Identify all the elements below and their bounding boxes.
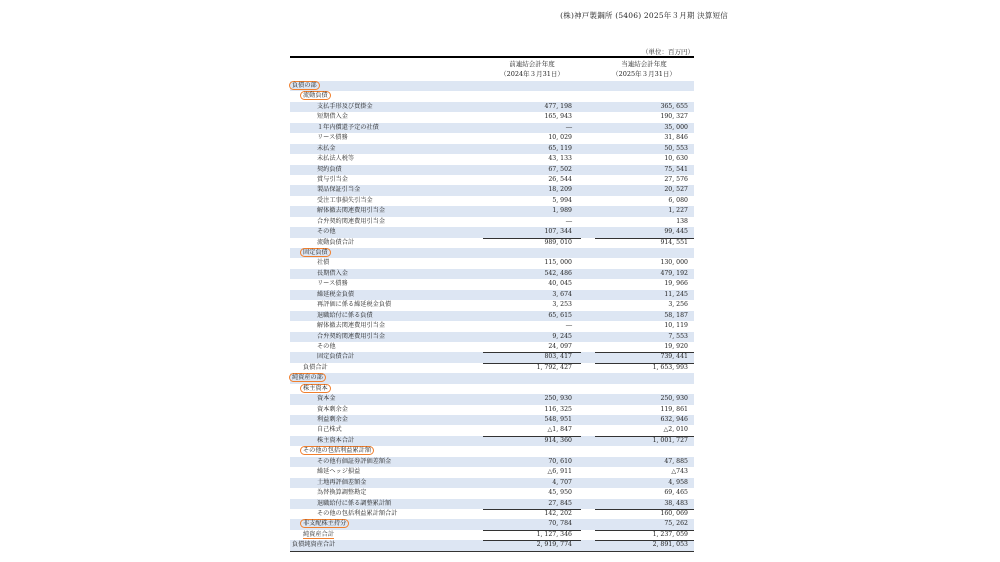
row-label-text: 負債合計 (303, 363, 328, 371)
row-label-text: １年内償還予定の社債 (317, 123, 379, 131)
row-label (317, 405, 348, 415)
value-curr: 6, 080 (668, 196, 688, 204)
row-label (317, 352, 354, 362)
table-row (290, 478, 694, 488)
table-row (290, 238, 694, 248)
table-row (290, 300, 694, 310)
row-label (303, 91, 331, 101)
table-row (290, 133, 694, 143)
row-label (303, 446, 374, 456)
subtotal-line-prev (483, 509, 581, 510)
value-prev: 9, 245 (552, 332, 572, 340)
highlight-circle: 流動負債 (300, 91, 331, 100)
table-row (290, 321, 694, 331)
value-curr: 130, 000 (660, 259, 688, 267)
value-prev: 65, 119 (548, 144, 572, 152)
table-row (290, 499, 694, 509)
value-prev: 107, 344 (544, 228, 572, 236)
value-curr: 38, 483 (664, 499, 688, 507)
value-prev: 548, 951 (544, 416, 572, 423)
row-label-text: 退職給付に係る調整累計額 (317, 499, 392, 507)
row-label-text: 流動負債合計 (317, 238, 355, 246)
subtotal-line-curr (595, 540, 694, 541)
value-prev: ― (565, 217, 572, 225)
column-header-prev-title: 前連結会計年度 (509, 60, 555, 68)
row-label-text: その他有価証券評価差額金 (317, 457, 392, 465)
row-label (303, 384, 331, 394)
value-curr: 10, 630 (664, 155, 688, 163)
subtotal-line-prev (483, 238, 581, 239)
value-prev: 989, 010 (544, 238, 572, 246)
row-label-text: その他の包括利益累計額合計 (317, 509, 398, 517)
value-curr: 739, 441 (660, 353, 688, 361)
table-row (290, 488, 694, 498)
row-label-text: 未払金 (317, 144, 336, 152)
column-header-curr-date: （2025年３月31日） (612, 70, 676, 78)
row-label (303, 248, 331, 258)
value-curr: 99, 445 (664, 228, 688, 236)
row-label (303, 363, 328, 373)
value-prev: 65, 615 (548, 311, 572, 319)
row-label (303, 519, 349, 529)
row-label (292, 540, 335, 550)
row-label-text: 自己株式 (317, 426, 342, 434)
row-label (317, 457, 391, 467)
row-label-text: 再評価に係る繰延税金負債 (317, 301, 392, 309)
table-row (290, 363, 694, 373)
value-prev: 250, 930 (544, 395, 572, 403)
value-prev: 27, 845 (548, 499, 572, 507)
value-prev: 803, 417 (544, 353, 572, 361)
value-curr: 10, 119 (664, 322, 688, 330)
value-prev: 26, 544 (548, 175, 572, 183)
value-curr: 75, 262 (664, 520, 688, 528)
row-label (317, 436, 354, 446)
row-label-text: 株主資本合計 (317, 436, 355, 444)
row-label-text: 短期借入金 (317, 113, 348, 121)
highlight-circle: その他の包括利益累計額 (300, 446, 374, 455)
subtotal-line-prev (483, 352, 581, 353)
value-curr: 35, 000 (664, 123, 688, 131)
table-row (290, 436, 694, 446)
value-prev: 67, 502 (548, 165, 572, 173)
table-row (290, 206, 694, 216)
table-top-border (290, 56, 694, 58)
table-row (290, 123, 694, 133)
value-curr: 31, 846 (664, 134, 688, 142)
table-row (290, 405, 694, 415)
row-label (317, 206, 385, 216)
row-label (317, 238, 354, 248)
value-prev: 165, 943 (544, 113, 572, 121)
row-label (317, 311, 373, 321)
balance-sheet-table (290, 81, 694, 551)
subtotal-line-prev (483, 540, 581, 541)
row-label-text: 資本剰余金 (317, 405, 348, 413)
subtotal-line-prev (483, 363, 581, 364)
table-row (290, 217, 694, 227)
document-header: (株)神戸製鋼所 (5406) 2025年３月期 決算短信 (560, 11, 728, 20)
row-label (317, 154, 354, 164)
value-curr: 914, 551 (660, 238, 688, 246)
subtotal-line-curr (595, 509, 694, 510)
subtotal-line-curr (595, 238, 694, 239)
value-prev: ― (565, 123, 572, 131)
row-label (317, 112, 348, 122)
value-prev: 40, 045 (548, 280, 572, 288)
row-label-text: 賞与引当金 (317, 175, 348, 183)
value-curr: 160, 069 (660, 509, 688, 517)
table-row (290, 185, 694, 195)
row-label (317, 258, 329, 268)
highlight-circle: 純資産の部 (289, 373, 326, 382)
row-label-text: 未払法人税等 (317, 155, 355, 163)
row-label-text: 解体撤去関連費用引当金 (317, 207, 386, 215)
subtotal-line-prev (483, 436, 581, 437)
value-prev: 3, 674 (552, 290, 572, 298)
row-label-text: その他 (317, 342, 336, 350)
table-row (290, 384, 694, 394)
table-row (290, 519, 694, 529)
column-header-curr-title: 当連結会計年度 (621, 60, 667, 68)
row-label (317, 227, 336, 237)
row-label-text: 合弁契約関連費用引当金 (317, 217, 386, 225)
column-header-curr (598, 59, 690, 79)
value-prev: 4, 707 (552, 478, 572, 486)
value-curr: 190, 327 (660, 113, 688, 121)
row-label-text: 解体撤去関連費用引当金 (317, 322, 386, 330)
row-label (292, 373, 326, 383)
highlight-circle: 固定負債 (300, 248, 331, 257)
value-curr: 119, 861 (660, 405, 688, 413)
value-curr: 479, 192 (660, 269, 688, 277)
highlight-circle: 株主資本 (300, 384, 331, 393)
table-row (290, 342, 694, 352)
value-prev: △6, 911 (547, 468, 572, 476)
value-curr: 69, 465 (664, 489, 688, 497)
row-label-text: 繰延税金負債 (317, 290, 355, 298)
table-row (290, 154, 694, 164)
value-curr: 19, 920 (664, 342, 688, 350)
row-label (317, 342, 336, 352)
row-label (317, 217, 385, 227)
value-curr: 1, 237, 059 (652, 530, 688, 538)
value-prev: 115, 000 (544, 259, 572, 267)
value-curr: 20, 527 (664, 186, 688, 194)
row-label (292, 81, 320, 91)
subtotal-line-curr (595, 436, 694, 437)
table-row (290, 144, 694, 154)
row-label (317, 488, 367, 498)
row-label (317, 321, 385, 331)
value-prev: 18, 209 (548, 186, 572, 194)
row-label (317, 499, 391, 509)
row-label-text: 土地再評価差額金 (317, 478, 367, 486)
value-curr: 50, 553 (664, 144, 688, 152)
table-row (290, 269, 694, 279)
value-curr: 138 (676, 217, 688, 225)
row-label-text: 受注工事損失引当金 (317, 196, 373, 204)
table-row (290, 112, 694, 122)
table-row (290, 457, 694, 467)
value-prev: 43, 133 (548, 155, 572, 163)
table-bottom-border (290, 551, 694, 552)
value-prev: △1, 847 (547, 426, 572, 434)
table-row (290, 311, 694, 321)
value-prev: 1, 792, 427 (536, 363, 572, 371)
row-label-text: 固定負債合計 (317, 353, 355, 361)
value-curr: 75, 541 (664, 165, 688, 173)
row-label-text: 負債純資産合計 (292, 541, 336, 549)
value-curr: 47, 885 (664, 457, 688, 465)
row-label-text: リース債務 (317, 134, 348, 142)
table-row (290, 446, 694, 456)
value-prev: 542, 486 (544, 269, 572, 277)
value-curr: 11, 245 (664, 290, 688, 298)
value-curr: 632, 946 (660, 416, 688, 423)
value-prev: ― (565, 322, 572, 330)
row-label (317, 509, 397, 519)
highlight-circle: 負債の部 (289, 81, 320, 90)
value-prev: 24, 097 (548, 342, 572, 350)
table-row (290, 258, 694, 268)
highlight-underline: 純資産合計 (303, 530, 334, 538)
row-label-text: 契約負債 (317, 165, 342, 173)
row-label (317, 102, 373, 112)
row-label (317, 394, 336, 404)
value-prev: 1, 989 (552, 207, 572, 215)
row-label (317, 332, 385, 342)
value-curr: 7, 553 (668, 332, 688, 340)
table-row (290, 175, 694, 185)
table-row (290, 102, 694, 112)
row-label-text: 支払手形及び買掛金 (317, 102, 373, 110)
table-row (290, 332, 694, 342)
value-prev: 3, 253 (552, 301, 572, 309)
subtotal-line-curr (595, 363, 694, 364)
value-curr: △743 (671, 468, 688, 476)
table-row (290, 415, 694, 425)
value-prev: 477, 198 (544, 102, 572, 110)
row-label (317, 415, 348, 425)
table-row (290, 425, 694, 435)
row-label (317, 144, 336, 154)
value-curr: 365, 655 (660, 102, 688, 110)
row-label (317, 196, 373, 206)
row-label-text: リース債務 (317, 280, 348, 288)
table-row (290, 279, 694, 289)
row-label (317, 300, 391, 310)
value-prev: 10, 029 (548, 134, 572, 142)
subtotal-line-curr (595, 530, 694, 531)
row-label (317, 185, 360, 195)
table-row (290, 540, 694, 550)
value-curr: 58, 187 (664, 311, 688, 319)
row-label (317, 478, 367, 488)
row-label (317, 425, 342, 435)
value-curr: 3, 256 (668, 301, 688, 309)
row-label (317, 279, 348, 289)
table-row (290, 165, 694, 175)
table-row (290, 290, 694, 300)
table-row (290, 196, 694, 206)
row-label-text: 利益剰余金 (317, 416, 348, 423)
row-label-text: 資本金 (317, 395, 336, 403)
row-label-text: 繰延ヘッジ損益 (317, 468, 361, 476)
value-prev: 5, 994 (552, 196, 572, 204)
value-curr: 1, 653, 993 (652, 363, 688, 371)
highlight-circle: 非支配株主持分 (300, 519, 349, 528)
table-row (290, 248, 694, 258)
value-curr: 27, 576 (664, 175, 688, 183)
value-curr: 1, 001, 727 (652, 436, 688, 444)
value-prev: 116, 325 (544, 405, 572, 413)
value-curr: △2, 010 (663, 426, 688, 434)
row-label-text: 製品保証引当金 (317, 186, 361, 194)
value-prev: 2, 919, 774 (536, 541, 572, 549)
value-prev: 142, 202 (544, 509, 572, 517)
value-curr: 4, 958 (668, 478, 688, 486)
table-row (290, 373, 694, 383)
row-label-text: 退職給付に係る負債 (317, 311, 373, 319)
value-curr: 19, 966 (664, 280, 688, 288)
row-label-text: 為替換算調整勘定 (317, 489, 367, 497)
row-label-text: その他 (317, 228, 336, 236)
column-header-prev-date: （2024年３月31日） (500, 70, 564, 78)
column-header-prev (486, 59, 578, 79)
value-prev: 70, 610 (548, 457, 572, 465)
value-curr: 1, 227 (668, 207, 688, 215)
row-label (303, 530, 334, 540)
value-curr: 2, 891, 053 (652, 541, 688, 549)
value-prev: 1, 127, 346 (536, 530, 572, 538)
row-label (317, 467, 360, 477)
row-label (317, 269, 348, 279)
table-row (290, 467, 694, 477)
table-row (290, 509, 694, 519)
row-label (317, 123, 379, 133)
value-curr: 250, 930 (660, 395, 688, 403)
row-label (317, 165, 342, 175)
row-label-text: 社債 (317, 259, 330, 267)
value-prev: 45, 950 (548, 489, 572, 497)
subtotal-line-curr (595, 352, 694, 353)
row-label (317, 290, 354, 300)
row-label (317, 133, 348, 143)
table-row (290, 91, 694, 101)
row-label-text: 長期借入金 (317, 269, 348, 277)
row-label-text: 合弁契約関連費用引当金 (317, 332, 386, 340)
table-row (290, 352, 694, 362)
value-prev: 914, 360 (544, 436, 572, 444)
table-row (290, 530, 694, 540)
unit-label: （単位：百万円） (642, 48, 694, 56)
row-label (317, 175, 348, 185)
table-row (290, 227, 694, 237)
table-row (290, 394, 694, 404)
table-row (290, 81, 694, 91)
value-prev: 70, 784 (548, 520, 572, 528)
subtotal-line-prev (483, 530, 581, 531)
